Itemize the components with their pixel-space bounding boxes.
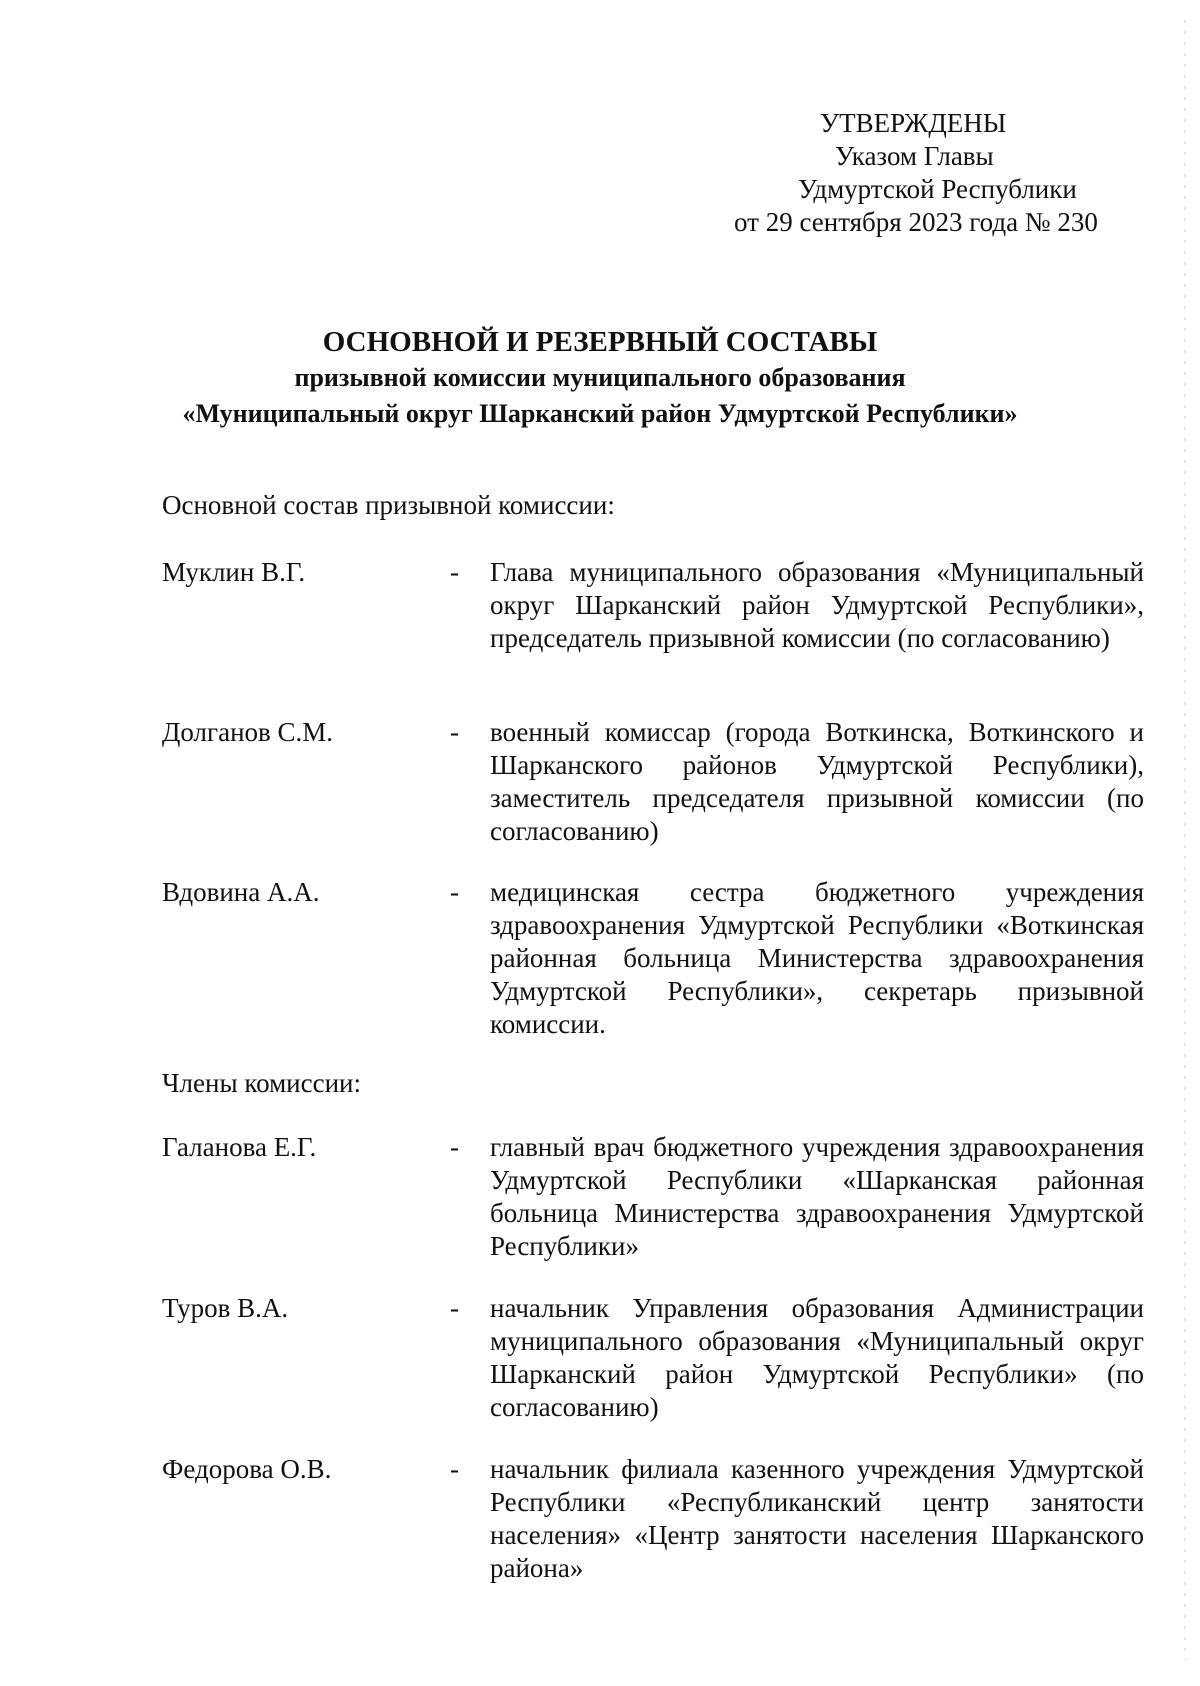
approval-line-approved: УТВЕРЖДЕНЫ: [820, 108, 1007, 138]
member-name: Галанова Е.Г.: [162, 1132, 317, 1162]
member-name: Долганов С.М.: [162, 717, 334, 747]
member-dash: -: [450, 1454, 459, 1484]
member-description: медицинская сестра бюджетного учреждения здравоохранения Удмуртской Республики «Воткинская районная больница Министерства здравоохранения Удмуртской Республики», секретарь призывной комиссии.: [490, 877, 1144, 1039]
approval-line-date: от 29 сентября 2023 года № 230: [734, 207, 1098, 237]
member-description: начальник Управления образования Администрации муниципального образования «Муниципальный округ Шарканский район Удмуртской Республики» (по согласованию): [490, 1293, 1144, 1422]
scan-edge-artifact: [1184, 20, 1186, 1660]
member-name: Муклин В.Г.: [162, 557, 306, 587]
member-description: начальник филиала казенного учреждения Удмуртской Республики «Республиканский центр занятости населения» «Центр занятости населения Шарканского района»: [490, 1454, 1144, 1583]
member-dash: -: [450, 1293, 459, 1323]
title-subtitle-1: призывной комиссии муниципального образования: [294, 363, 906, 392]
member-dash: -: [450, 557, 459, 587]
member-dash: -: [450, 877, 459, 907]
member-name: Федорова О.В.: [162, 1454, 332, 1484]
main-section-heading: Основной состав призывной комиссии:: [162, 490, 615, 520]
title-subtitle-2: «Муниципальный округ Шарканский район Удмуртской Республики»: [182, 399, 1018, 428]
member-dash: -: [450, 1132, 459, 1162]
member-dash: -: [450, 717, 459, 747]
title-main: ОСНОВНОЙ И РЕЗЕРВНЫЙ СОСТАВЫ: [322, 326, 878, 358]
member-description: военный комиссар (города Воткинска, Воткинского и Шарканского районов Удмуртской Республики), заместитель председателя призывной комиссии (по согласованию): [490, 717, 1144, 846]
member-description: главный врач бюджетного учреждения здравоохранения Удмуртской Республики «Шарканская районная больница Министерства здравоохранения Удмуртской Республики»: [490, 1132, 1144, 1261]
document-title: [100, 324, 1100, 432]
member-name: Вдовина А.А.: [162, 877, 320, 907]
member-description: Глава муниципального образования «Муниципальный округ Шарканский район Удмуртской Республики», председатель призывной комиссии (по согласованию): [490, 557, 1144, 653]
members-section-heading: Члены комиссии:: [162, 1068, 361, 1098]
approval-stamp-block: [720, 107, 1140, 239]
approval-line-decree: Указом Главы: [835, 141, 994, 171]
approval-line-republic: Удмуртской Республики: [798, 174, 1077, 204]
member-name: Туров В.А.: [162, 1293, 289, 1323]
